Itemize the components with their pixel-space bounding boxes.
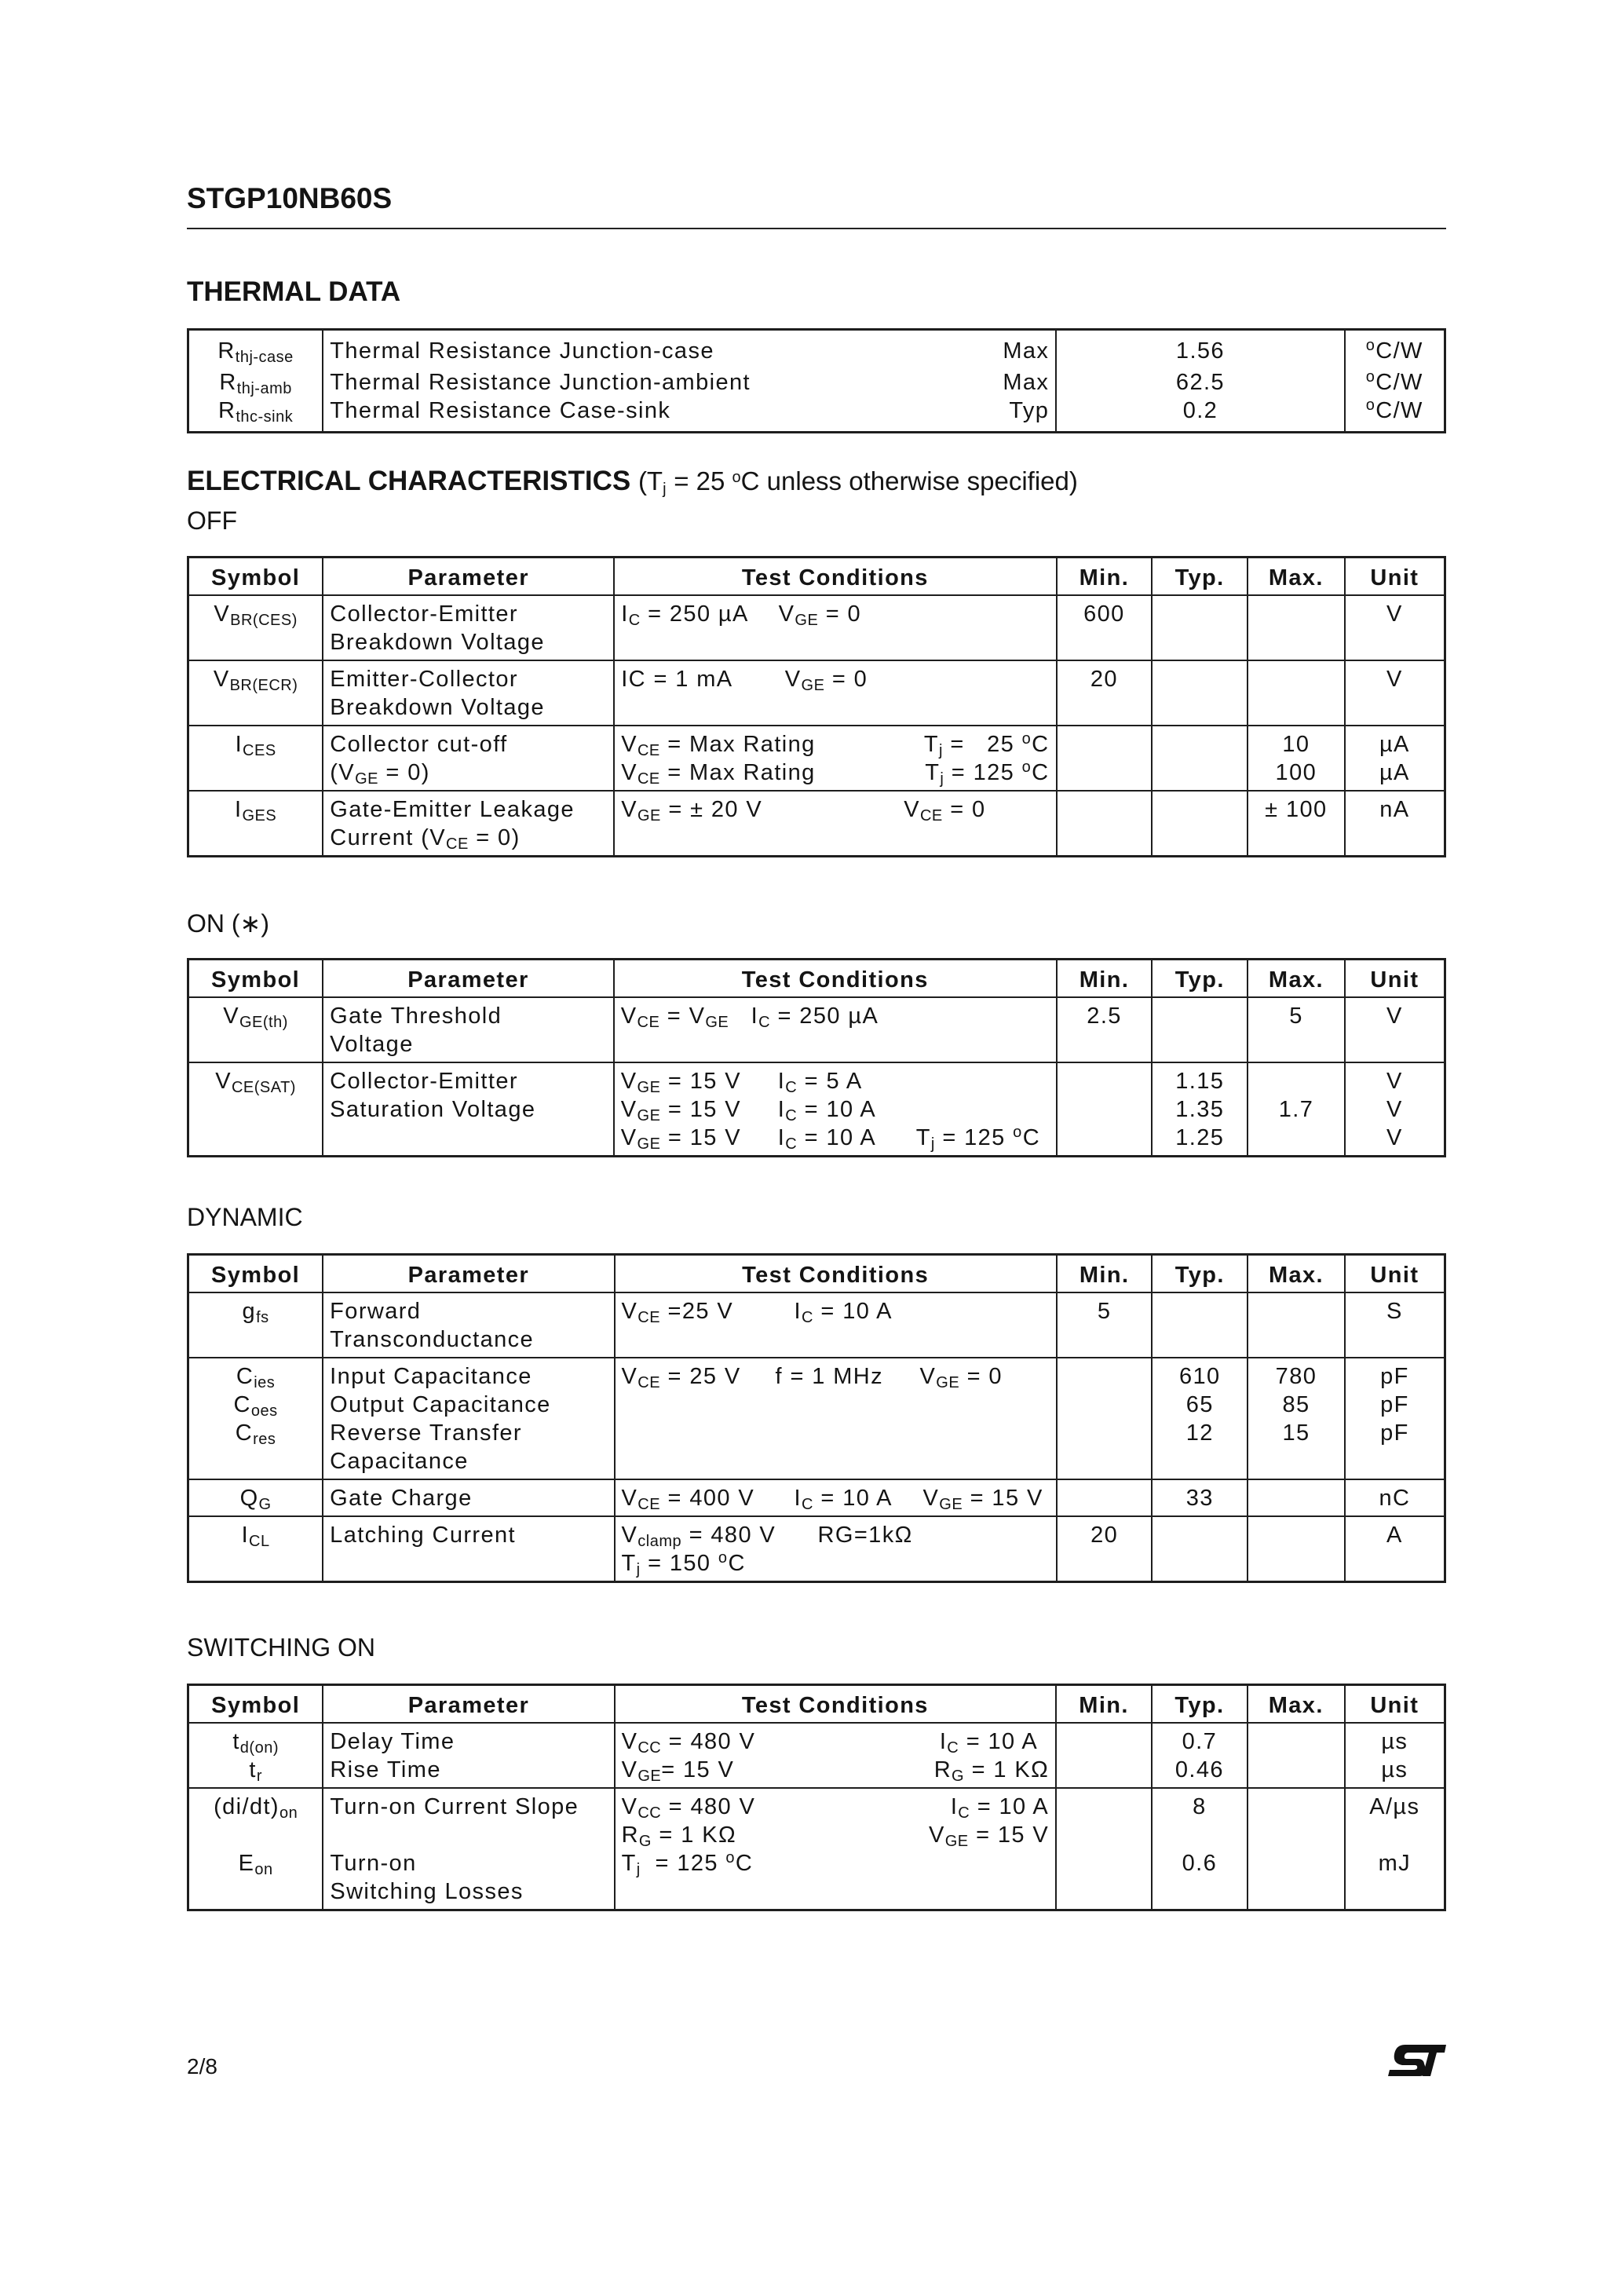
unit-cell: pF pF pF xyxy=(1345,1358,1445,1479)
table-header-row xyxy=(188,960,1445,998)
max-cell xyxy=(1248,1723,1345,1788)
parameter-cell: Gate-Emitter Leakage Current $(V_{CE} = 0)$ xyxy=(323,791,614,857)
min-cell: 5 xyxy=(1057,1292,1153,1358)
unit-cell: V xyxy=(1345,595,1445,660)
unit-cell: V V V xyxy=(1345,1062,1445,1157)
symbol-cell: $R_{thc-sink}$ xyxy=(188,397,323,433)
max-cell: ± 100 xyxy=(1248,791,1345,857)
unit-cell: A/µs mJ xyxy=(1345,1788,1445,1910)
header-max: Max. xyxy=(1248,1255,1345,1293)
header-parameter: Parameter xyxy=(323,1255,614,1293)
symbol-cell: $V_{BR(ECR)}$ xyxy=(188,660,323,726)
header-typ: Typ. xyxy=(1152,960,1248,998)
symbol-cell: $I_{GES}$ xyxy=(188,791,323,857)
symbol-cell: $R_{thj-case}$ xyxy=(188,330,323,369)
unit-cell: $^o$C/W xyxy=(1345,330,1445,369)
test-condition-note: ($T_j = 25$ $^o$C unless otherwise specified) xyxy=(637,466,1078,498)
table-header-row xyxy=(188,558,1445,596)
min-cell xyxy=(1057,791,1153,857)
header-min: Min. xyxy=(1056,1685,1152,1724)
switching-on-section-title: SWITCHING ON xyxy=(187,1633,375,1662)
table-row xyxy=(188,1062,1445,1157)
test-conditions-cell: $V_{CE} = V_{GE}$ $I_C = 250$ µA xyxy=(614,997,1057,1062)
unit-cell: V xyxy=(1345,660,1445,726)
min-cell xyxy=(1056,1723,1152,1788)
table-row xyxy=(188,726,1445,791)
parameter-cell: Collector cut-off $(V_{GE} = 0)$ xyxy=(323,726,614,791)
table-row xyxy=(188,791,1445,857)
header-symbol: Symbol xyxy=(188,1685,323,1724)
parameter-cell: Thermal Resistance Junction-ambient Max xyxy=(323,368,1056,397)
symbol-cell: $C_{ies}$ $C_{oes}$ $C_{res}$ xyxy=(188,1358,323,1479)
max-cell xyxy=(1248,1516,1345,1582)
table-row xyxy=(188,595,1445,660)
unit-cell: nC xyxy=(1345,1479,1445,1516)
parameter-cell: Turn-on Current Slope Turn-on Switching Losses xyxy=(323,1788,614,1910)
header-symbol: Symbol xyxy=(188,1255,323,1293)
unit-cell: A xyxy=(1345,1516,1445,1582)
table-row xyxy=(188,1788,1445,1910)
min-cell: 600 xyxy=(1057,595,1153,660)
typ-cell: 0.7 0.46 xyxy=(1152,1723,1248,1788)
test-conditions-cell: $V_{CC} = 480$ V $I_C = 10$ A $R_G = 1$ KΩ $V_{GE} = 15$ V $T_j = 125$ $^o$C xyxy=(615,1788,1057,1910)
max-cell: 780 85 15 xyxy=(1248,1358,1345,1479)
symbol-cell: $V_{CE(SAT)}$ xyxy=(188,1062,323,1157)
parameter-cell: Thermal Resistance Case-sink Typ xyxy=(323,397,1056,433)
typ-cell xyxy=(1152,595,1248,660)
table-row xyxy=(188,1358,1445,1479)
symbol-cell: $I_{CL}$ xyxy=(188,1516,323,1582)
parameter-cell: Input Capacitance Output Capacitance Reverse Transfer Capacitance xyxy=(323,1358,614,1479)
header-test-conditions: Test Conditions xyxy=(614,960,1057,998)
max-cell: 1.7 xyxy=(1248,1062,1345,1157)
unit-cell: µs µs xyxy=(1345,1723,1445,1788)
header-min: Min. xyxy=(1057,558,1153,596)
typ-cell xyxy=(1152,1516,1248,1582)
symbol-cell: $I_{CES}$ xyxy=(188,726,323,791)
unit-cell: nA xyxy=(1345,791,1445,857)
header-parameter: Parameter xyxy=(323,1685,614,1724)
max-cell xyxy=(1248,595,1345,660)
symbol-cell: $V_{GE(th)}$ xyxy=(188,997,323,1062)
max-cell xyxy=(1248,1788,1345,1910)
typ-cell xyxy=(1152,726,1248,791)
parameter-cell: Collector-Emitter Saturation Voltage xyxy=(323,1062,614,1157)
test-conditions-cell: $V_{CE} = 400$ V $I_C = 10$ A $V_{GE} = 15$ V xyxy=(615,1479,1057,1516)
document-title: STGP10NB60S xyxy=(187,182,393,214)
header-unit: Unit xyxy=(1345,1685,1445,1724)
test-conditions-cell: $V_{GE}$ = ± 20 V $V_{CE} = 0$ xyxy=(614,791,1056,857)
header-parameter: Parameter xyxy=(323,558,614,596)
min-cell: 20 xyxy=(1057,1516,1153,1582)
min-cell xyxy=(1057,726,1153,791)
thermal-data-heading: THERMAL DATA xyxy=(187,276,401,307)
max-cell: 5 xyxy=(1248,997,1345,1062)
symbol-cell: $V_{BR(CES)}$ xyxy=(188,595,323,660)
typ-cell: 8 0.6 xyxy=(1152,1788,1248,1910)
dynamic-section-title: DYNAMIC xyxy=(187,1203,303,1231)
value-cell: 1.56 xyxy=(1056,330,1344,369)
switching-on-table xyxy=(187,1684,1446,1911)
max-cell xyxy=(1248,1292,1345,1358)
header-typ: Typ. xyxy=(1152,1685,1248,1724)
symbol-cell: $R_{thj-amb}$ xyxy=(188,368,323,397)
parameter-cell: Forward Transconductance xyxy=(323,1292,614,1358)
unit-cell: V xyxy=(1345,997,1445,1062)
electrical-characteristics-heading: ELECTRICAL CHARACTERISTICS ($T_j = 25$ $^o$C unless otherwise specified) xyxy=(187,466,1078,498)
unit-cell: µA µA xyxy=(1345,726,1445,791)
min-cell xyxy=(1057,1479,1153,1516)
max-cell xyxy=(1248,660,1345,726)
table-row xyxy=(188,1479,1445,1516)
max-cell xyxy=(1248,1479,1345,1516)
table-row xyxy=(188,1292,1445,1358)
test-conditions-cell: $V_{CE}$ = Max Rating $T_j = 25$ $^o$C $V_{CE}$ = Max Rating $T_j = 125$ $^o$C xyxy=(614,726,1056,791)
st-logo-icon xyxy=(1385,2042,1448,2083)
symbol-cell: $(di/dt)_{on}$ $E_{on}$ xyxy=(188,1788,323,1910)
typ-cell: 33 xyxy=(1152,1479,1248,1516)
header-min: Min. xyxy=(1057,960,1153,998)
on-section-title: ON (∗) xyxy=(187,909,270,938)
table-row xyxy=(188,1516,1445,1582)
parameter-cell: Thermal Resistance Junction-case Max xyxy=(323,330,1056,369)
min-cell: 20 xyxy=(1057,660,1153,726)
typ-cell xyxy=(1152,660,1248,726)
table-row xyxy=(188,997,1445,1062)
min-cell xyxy=(1056,1788,1152,1910)
off-section-title: OFF xyxy=(187,506,237,535)
on-table xyxy=(187,958,1446,1157)
header-max: Max. xyxy=(1248,960,1345,998)
header-unit: Unit xyxy=(1345,1255,1445,1293)
thermal-data-table xyxy=(187,328,1446,433)
table-row xyxy=(188,660,1445,726)
parameter-cell: Gate Charge xyxy=(323,1479,614,1516)
header-test-conditions: Test Conditions xyxy=(615,1685,1057,1724)
parameter-cell: Emitter-Collector Breakdown Voltage xyxy=(323,660,614,726)
header-max: Max. xyxy=(1248,1685,1345,1724)
test-conditions-cell: $V_{CE} =25$ V $I_C = 10$ A xyxy=(615,1292,1057,1358)
header-symbol: Symbol xyxy=(188,960,323,998)
header-parameter: Parameter xyxy=(323,960,614,998)
symbol-cell: $Q_G$ xyxy=(188,1479,323,1516)
typ-cell xyxy=(1152,791,1248,857)
test-conditions-cell: $I_C = 250$ µA $V_{GE} = 0$ xyxy=(614,595,1056,660)
header-symbol: Symbol xyxy=(188,558,323,596)
dynamic-table xyxy=(187,1253,1446,1583)
typ-cell xyxy=(1152,997,1248,1062)
typ-cell xyxy=(1152,1292,1248,1358)
parameter-cell: Latching Current xyxy=(323,1516,614,1582)
min-cell xyxy=(1057,1062,1153,1157)
symbol-cell: $t_{d(on)}$ $t_r$ xyxy=(188,1723,323,1788)
table-row xyxy=(188,368,1445,397)
unit-cell: $^o$C/W xyxy=(1345,368,1445,397)
header-test-conditions: Test Conditions xyxy=(614,558,1056,596)
table-header-row xyxy=(188,1685,1445,1724)
header-test-conditions: Test Conditions xyxy=(615,1255,1057,1293)
off-table xyxy=(187,556,1446,857)
value-cell: 62.5 xyxy=(1056,368,1344,397)
title-rule xyxy=(187,228,1446,229)
value-cell: 0.2 xyxy=(1056,397,1344,433)
table-row xyxy=(188,1723,1445,1788)
symbol-cell: $g_{fs}$ xyxy=(188,1292,323,1358)
unit-cell: S xyxy=(1345,1292,1445,1358)
test-conditions-cell: $V_{GE} = 15$ V $I_C = 5$ A $V_{GE} = 15$ V $I_C = 10$ A $V_{GE} = 15$ V $I_C = 10$ A $T_j = 125$ $^o$C xyxy=(614,1062,1057,1157)
test-conditions-cell: $V_{CE} = 25$ V f = 1 MHz $V_{GE} = 0$ xyxy=(615,1358,1057,1479)
test-conditions-cell: IC = 1 mA $V_{GE} = 0$ xyxy=(614,660,1056,726)
min-cell: 2.5 xyxy=(1057,997,1153,1062)
typ-cell: 1.15 1.35 1.25 xyxy=(1152,1062,1248,1157)
test-conditions-cell: $V_{CC} = 480$ V $I_C = 10$ A $V_{GE}= 15$ V $R_G = 1$ KΩ xyxy=(615,1723,1057,1788)
min-cell xyxy=(1057,1358,1153,1479)
table-header-row xyxy=(188,1255,1445,1293)
header-typ: Typ. xyxy=(1152,558,1248,596)
parameter-cell: Gate Threshold Voltage xyxy=(323,997,614,1062)
header-unit: Unit xyxy=(1345,558,1445,596)
header-typ: Typ. xyxy=(1152,1255,1248,1293)
table-row xyxy=(188,330,1445,369)
page-number: 2/8 xyxy=(187,2054,217,2078)
header-unit: Unit xyxy=(1345,960,1445,998)
max-cell: 10 100 xyxy=(1248,726,1345,791)
typ-cell: 610 65 12 xyxy=(1152,1358,1248,1479)
unit-cell: $^o$C/W xyxy=(1345,397,1445,433)
header-max: Max. xyxy=(1248,558,1345,596)
table-row xyxy=(188,397,1445,433)
test-conditions-cell: $V_{clamp} = 480$ V RG=1kΩ $T_j = 150$ $^o$C xyxy=(615,1516,1057,1582)
header-min: Min. xyxy=(1057,1255,1153,1293)
parameter-cell: Delay Time Rise Time xyxy=(323,1723,614,1788)
parameter-cell: Collector-Emitter Breakdown Voltage xyxy=(323,595,614,660)
